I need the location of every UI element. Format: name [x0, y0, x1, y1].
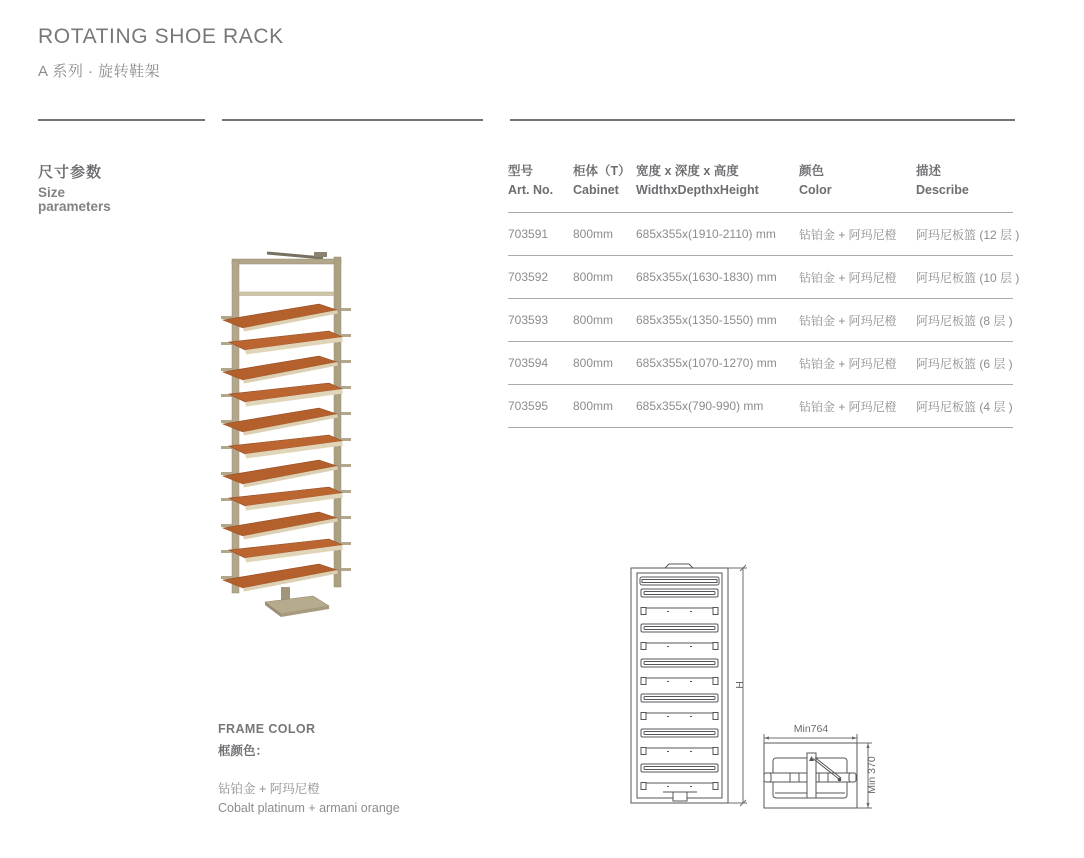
cell-color: 钻铂金 + 阿玛尼橙 [799, 227, 897, 242]
spec-table-header-row [508, 163, 1013, 213]
page-title: ROTATING SHOE RACK [38, 25, 284, 48]
cell-cabinet: 800mm [573, 270, 614, 284]
cell-cabinet: 800mm [573, 227, 614, 241]
cell-cabinet: 800mm [573, 356, 614, 370]
frame-color-value-zh: 钻铂金 + 阿玛尼橙 [218, 782, 320, 796]
cell-cabinet: 800mm [573, 399, 614, 413]
table-row [508, 213, 1013, 256]
cell-describe: 阿玛尼板篮 (6 层 ) [916, 356, 1013, 371]
col-header-size: 宽度 x 深度 x 高度 WidthxDepthxHeight [636, 164, 759, 197]
cell-size: 685x355x(1070-1270) mm [636, 356, 777, 370]
cell-size: 685x355x(1350-1550) mm [636, 313, 777, 327]
cell-art-no: 703593 [508, 313, 549, 327]
depth-dimension-label: Min 370 [866, 756, 878, 794]
divider-line-right [510, 119, 1015, 121]
size-parameters-heading-zh: 尺寸参数 [38, 164, 103, 181]
height-dimension-label: H [734, 681, 746, 689]
cell-color: 钻铂金 + 阿玛尼橙 [799, 399, 897, 414]
col-header-art-no: 型号 Art. No. [508, 164, 554, 197]
spec-table [508, 163, 1020, 428]
base-pedestal [265, 587, 329, 617]
divider-line-left [38, 119, 205, 121]
cell-color: 钻铂金 + 阿玛尼橙 [799, 313, 897, 328]
frame-color-value-en: Cobalt platinum + armani orange [218, 801, 400, 815]
col-header-describe: 描述 Describe [916, 164, 969, 197]
cell-art-no: 703595 [508, 399, 549, 413]
cell-describe: 阿玛尼板篮 (4 层 ) [916, 399, 1013, 414]
cell-art-no: 703592 [508, 270, 549, 284]
width-dimension [764, 723, 857, 743]
cell-art-no: 703594 [508, 356, 549, 370]
width-dimension-label: Min764 [793, 723, 829, 735]
height-dimension [728, 565, 747, 806]
cell-color: 钻铂金 + 阿玛尼橙 [799, 270, 897, 285]
shelves [221, 304, 351, 592]
cell-describe: 阿玛尼板篮 (8 层 ) [916, 313, 1013, 328]
table-row [508, 342, 1013, 385]
frame-color-title-zh: 框颜色： [218, 744, 269, 758]
frame-color-title-en: FRAME COLOR [218, 722, 316, 736]
table-row [508, 385, 1013, 428]
size-heading-line2: parameters [38, 199, 111, 214]
size-heading-line1: Size [38, 185, 66, 200]
depth-dimension [857, 743, 878, 808]
page-subtitle: A 系列 · 旋转鞋架 [38, 63, 161, 80]
col-header-color: 颜色 Color [799, 164, 832, 197]
cell-size: 685x355x(1910-2110) mm [636, 227, 776, 241]
size-parameters-heading-en [38, 186, 111, 214]
col-header-cabinet: 柜体（T） Cabinet [573, 164, 631, 197]
table-row [508, 299, 1013, 342]
cell-size: 685x355x(790-990) mm [636, 399, 764, 413]
cell-describe: 阿玛尼板篮 (10 层 ) [916, 270, 1020, 285]
cell-cabinet: 800mm [573, 313, 614, 327]
front-view-technical-drawing [622, 557, 757, 813]
table-row [508, 256, 1013, 299]
divider-line-middle [222, 119, 483, 121]
cell-size: 685x355x(1630-1830) mm [636, 270, 777, 284]
cell-describe: 阿玛尼板篮 (12 层 ) [916, 227, 1020, 242]
plan-view-technical-drawing [756, 722, 882, 814]
cell-color: 钻铂金 + 阿玛尼橙 [799, 356, 897, 371]
product-photo-rotating-shoe-rack [215, 246, 375, 618]
cell-art-no: 703591 [508, 227, 549, 241]
